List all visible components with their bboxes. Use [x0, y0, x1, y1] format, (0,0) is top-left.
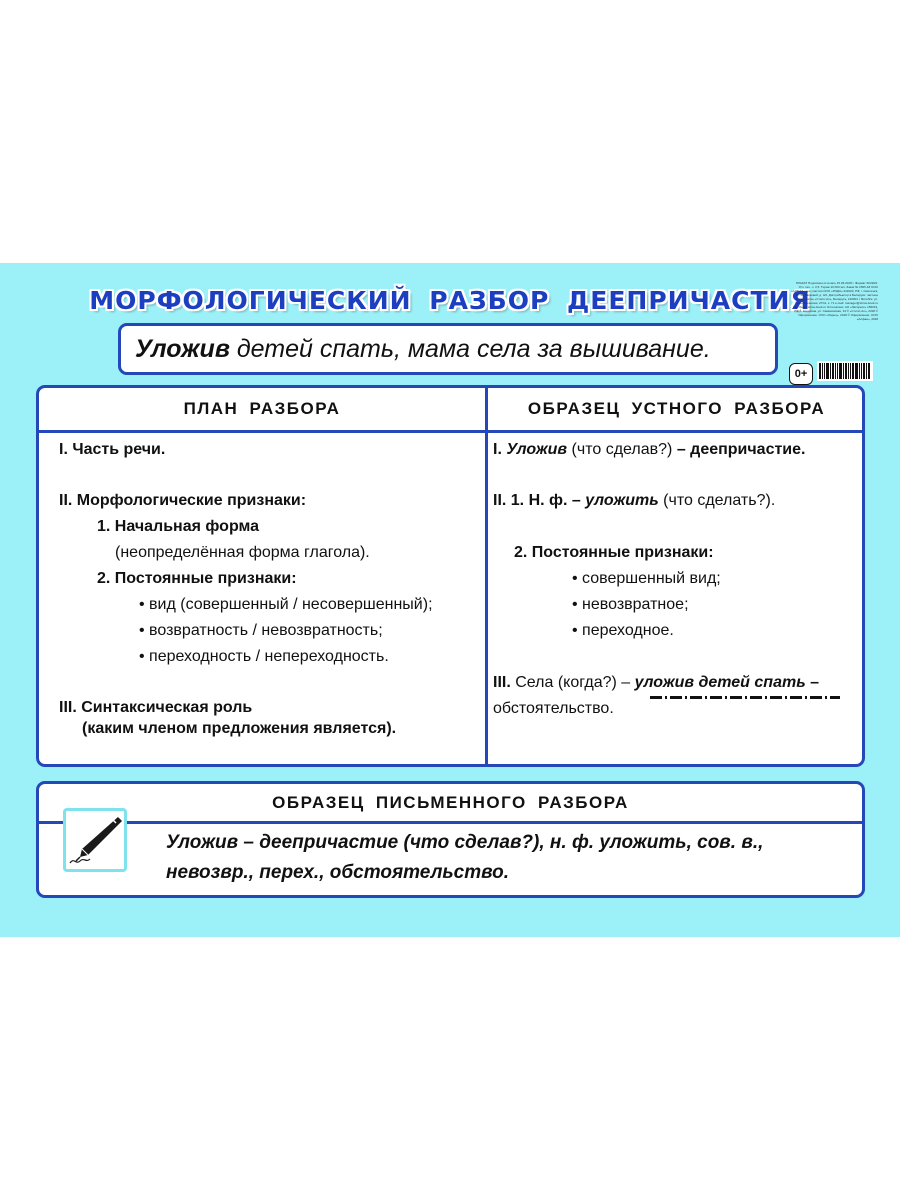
header-divider	[39, 430, 862, 433]
oral-line-3-dash: –	[805, 674, 820, 691]
plan-line-constant-features: 2. Постоянные признаки:	[97, 570, 297, 587]
written-sample-text	[166, 828, 763, 888]
oral-line-adverbial: обстоятельство.	[493, 700, 614, 717]
oral-line-1	[493, 440, 805, 460]
oral-line-1-word: Уложив	[506, 441, 568, 458]
written-header: ОБРАЗЕЦ ПИСЬМЕННОГО РАЗБОРА	[272, 792, 629, 812]
publisher-imprint: ПЛАКАТ Подписано в печать 15.06.2018 г. Формат 60х90/2. Усл. печ. л. 0,5. Тираж 10 000 экз. Заказ № 2565-18 ООО «АЛМАЗ» при участии ООО «РОДА» 214020, РФ, г. Смоленск, ул. М. Расковой, д. 4/2. Дистрибьютор в Беларуси: частное предприятие «Стилл-Ал», Беларусь, 210001 г. Витебск, ул. Комсомольская, 27/11, к. 71 e-mail: manager@stiros-book.ru http://www.stiros-book.ru Отпечатано: АО «Экспресс» 156019, РФ, г. Кострома, ул. Самоковская, 13 © «Стилл-Ал», 2018 © Оформление. ООО «Ларец», 2018 © Оформление. ООО «Алфан», 2018	[791, 281, 878, 321]
oral-line-3-question: Села (когда?) –	[515, 674, 635, 691]
oral-header: ОБРАЗЕЦ УСТНОГО РАЗБОРА	[527, 399, 826, 418]
oral-line-1-num: I.	[493, 441, 507, 458]
written-line-2: невозвр., перех., обстоятельство.	[166, 862, 510, 883]
column-divider	[485, 388, 488, 764]
written-line-1: Уложив – деепричастие (что сделав?), н. ф. уложить, сов. в.,	[166, 832, 764, 853]
written-header-divider	[39, 821, 862, 824]
oral-line-2-label: II. 1. Н. ф. –	[493, 492, 586, 509]
plan-bullet-aspect: • вид (совершенный / несовершенный);	[139, 595, 433, 615]
oral-line-3-num: III.	[493, 674, 516, 691]
plan-line-sentence-member: (каким членом предложения является).	[82, 720, 397, 737]
plan-line-initial-form: 1. Начальная форма	[97, 518, 260, 535]
oral-line-1-question: (что сделав?)	[567, 441, 677, 458]
plan-line-syntactic-role: III. Синтаксическая роль	[59, 699, 253, 716]
oral-bullet-reflexivity: • невозвратное;	[572, 595, 689, 615]
plan-line-infinitive: (неопределённая форма глагола).	[115, 544, 370, 561]
adverbial-underline	[650, 696, 840, 699]
oral-line-3-phrase: уложив детей спать	[634, 674, 806, 691]
plan-header: ПЛАН РАЗБОРА	[183, 399, 341, 418]
poster-title: МОРФОЛОГИЧЕСКИЙ РАЗБОР ДЕЕПРИЧАСТИЯ	[89, 285, 811, 315]
plan-bullet-transitivity: • переходность / непереходность.	[139, 647, 389, 667]
example-bold-word: Уложив	[135, 334, 230, 363]
oral-bullet-aspect: • совершенный вид;	[572, 569, 721, 589]
plan-bullet-reflexivity: • возвратность / невозвратность;	[139, 621, 383, 641]
oral-line-constant-features: 2. Постоянные признаки:	[514, 544, 714, 561]
example-sentence	[118, 323, 778, 375]
barcode	[817, 361, 873, 381]
oral-line-1-answer: – деепричастие.	[676, 441, 806, 458]
plan-line-part-of-speech: I. Часть речи.	[59, 441, 166, 458]
oral-line-2-word: уложить	[585, 492, 659, 509]
oral-line-2	[493, 491, 775, 511]
age-rating-badge: 0+	[789, 363, 813, 385]
oral-bullet-transitivity: • переходное.	[572, 621, 674, 641]
oral-line-3	[493, 673, 819, 693]
plan-line-morph-features: II. Морфологические признаки:	[59, 492, 307, 509]
example-rest: детей спать, мама села за вышивание.	[229, 334, 711, 363]
pen-icon	[63, 808, 127, 872]
oral-line-2-question: (что сделать?).	[658, 492, 776, 509]
